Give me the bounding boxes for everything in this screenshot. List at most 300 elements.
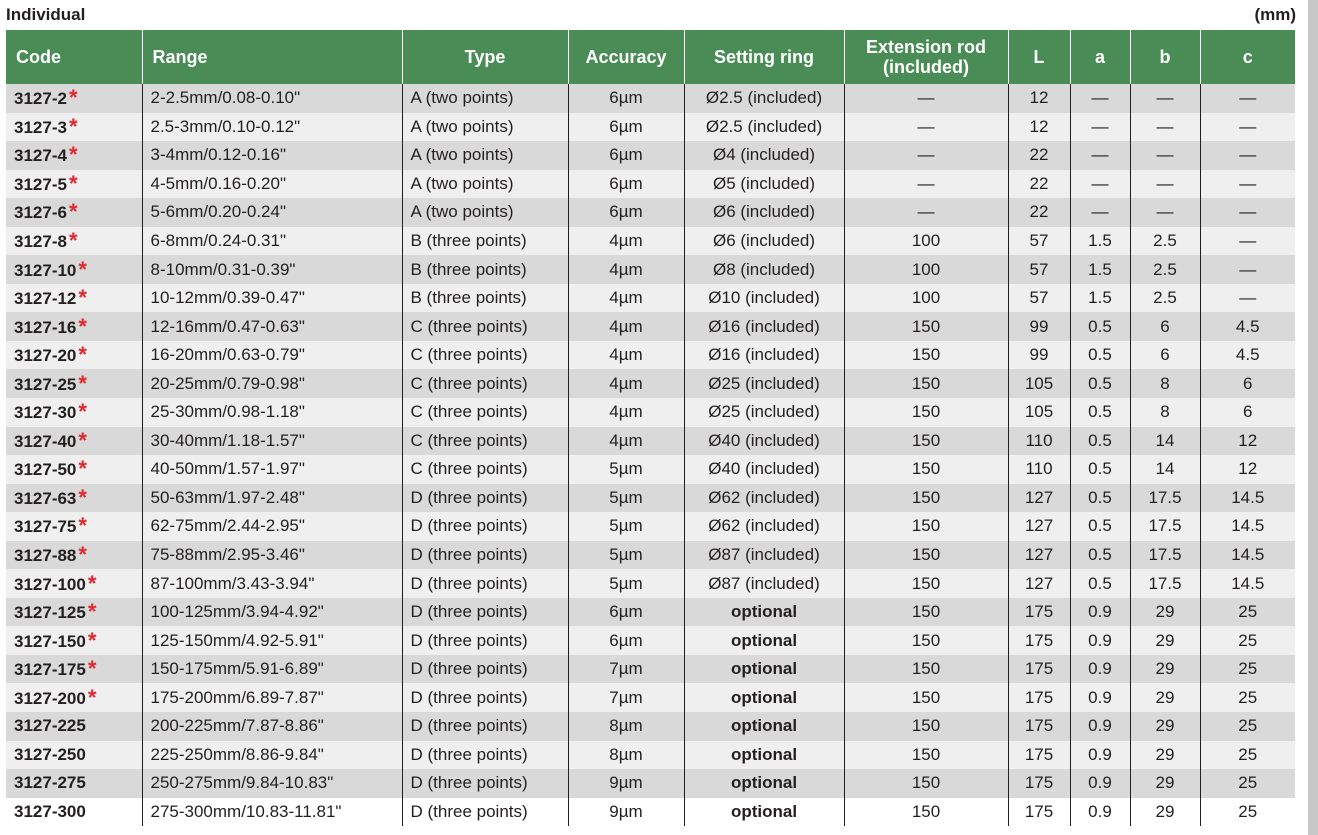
cell-accuracy: 4µm	[568, 369, 684, 398]
cell-c: —	[1200, 227, 1295, 256]
cell-a: 0.9	[1070, 769, 1130, 798]
cell-l: 127	[1008, 512, 1070, 541]
cell-ext: 150	[844, 683, 1008, 712]
cell-b: 29	[1130, 769, 1200, 798]
cell-l: 22	[1008, 141, 1070, 170]
col-header-c: c	[1200, 30, 1295, 84]
cell-accuracy: 4µm	[568, 312, 684, 341]
cell-accuracy: 6µm	[568, 198, 684, 227]
table-row	[6, 284, 1295, 313]
asterisk-icon: *	[87, 684, 97, 710]
cell-ring	[684, 769, 844, 798]
cell-ext: 100	[844, 255, 1008, 284]
cell-range: 20-25mm/0.79-0.98"	[142, 369, 402, 398]
table-row	[6, 113, 1295, 142]
cell-ext: 150	[844, 712, 1008, 741]
cell-code	[6, 369, 142, 398]
code-text: 3127-6	[14, 203, 67, 223]
cell-type: A (two points)	[402, 84, 568, 113]
cell-c: 25	[1200, 769, 1295, 798]
cell-a: 0.9	[1070, 683, 1130, 712]
cell-c: 25	[1200, 798, 1295, 827]
table-row	[6, 598, 1295, 627]
ring-text: Ø6 (included)	[712, 231, 816, 250]
ring-text: optional	[730, 801, 798, 821]
cell-c: 12	[1200, 455, 1295, 484]
cell-code	[6, 398, 142, 427]
cell-code	[6, 712, 142, 741]
cell-c: 25	[1200, 712, 1295, 741]
asterisk-icon: *	[68, 170, 78, 196]
cell-ring	[684, 284, 844, 313]
cell-type: B (three points)	[402, 227, 568, 256]
asterisk-icon: *	[78, 484, 87, 510]
asterisk-icon: *	[87, 656, 97, 682]
cell-b: 17.5	[1130, 541, 1200, 570]
code-text: 3127-12	[14, 289, 77, 309]
cell-b: 14	[1130, 427, 1200, 456]
code-text: 3127-16	[14, 317, 77, 337]
cell-range: 2-2.5mm/0.08-0.10"	[142, 84, 402, 113]
cell-ring	[684, 683, 844, 712]
table-row	[6, 398, 1295, 427]
cell-b: 29	[1130, 626, 1200, 655]
cell-code	[6, 626, 142, 655]
ring-text: optional	[730, 687, 798, 707]
cell-l: 175	[1008, 626, 1070, 655]
cell-range: 40-50mm/1.57-1.97"	[142, 455, 402, 484]
asterisk-icon: *	[78, 399, 87, 425]
cell-ext: —	[844, 84, 1008, 113]
cell-c: 14.5	[1200, 484, 1295, 513]
cell-l: 175	[1008, 798, 1070, 827]
cell-l: 175	[1008, 655, 1070, 684]
cell-ring	[684, 512, 844, 541]
ring-text: Ø62 (included)	[708, 487, 820, 507]
cell-accuracy: 5µm	[568, 569, 684, 598]
cell-type: D (three points)	[402, 541, 568, 570]
scrollbar[interactable]	[1308, 0, 1318, 835]
cell-type: D (three points)	[402, 712, 568, 741]
cell-c: —	[1200, 284, 1295, 313]
col-header-a: a	[1070, 30, 1130, 84]
cell-l: 105	[1008, 398, 1070, 427]
ring-text: Ø62 (included)	[708, 516, 820, 536]
col-header-b: b	[1130, 30, 1200, 84]
cell-ext: 150	[844, 541, 1008, 570]
asterisk-icon: *	[78, 285, 87, 311]
cell-ext: 150	[844, 512, 1008, 541]
cell-range: 12-16mm/0.47-0.63"	[142, 312, 402, 341]
code-text: 3127-5	[14, 174, 67, 194]
ring-text: optional	[730, 659, 798, 679]
cell-ring	[684, 398, 844, 427]
cell-c: 4.5	[1200, 312, 1295, 341]
cell-ring	[684, 741, 844, 770]
cell-c: 25	[1200, 598, 1295, 627]
table-row	[6, 512, 1295, 541]
ring-text: Ø40 (included)	[708, 459, 820, 479]
table-row	[6, 798, 1295, 827]
cell-ring	[684, 626, 844, 655]
cell-a: 0.5	[1070, 569, 1130, 598]
ring-text: Ø40 (included)	[708, 430, 820, 450]
cell-ring	[684, 198, 844, 227]
cell-ring	[684, 541, 844, 570]
code-text: 3127-200	[14, 688, 86, 708]
cell-a: 0.5	[1070, 312, 1130, 341]
table-row	[6, 141, 1295, 170]
cell-b: —	[1130, 84, 1200, 113]
cell-type: D (three points)	[402, 741, 568, 770]
col-header-range: Range	[142, 30, 402, 84]
table-row	[6, 198, 1295, 227]
cell-range: 16-20mm/0.63-0.79"	[142, 341, 402, 370]
asterisk-icon: *	[68, 113, 78, 139]
cell-c: 14.5	[1200, 541, 1295, 570]
cell-a: 1.5	[1070, 227, 1130, 256]
cell-accuracy: 4µm	[568, 284, 684, 313]
cell-c: —	[1200, 141, 1295, 170]
cell-b: —	[1130, 170, 1200, 199]
cell-a: 0.5	[1070, 512, 1130, 541]
cell-b: 17.5	[1130, 569, 1200, 598]
asterisk-icon: *	[78, 256, 87, 282]
cell-b: —	[1130, 141, 1200, 170]
cell-ring	[684, 170, 844, 199]
cell-ext: 150	[844, 455, 1008, 484]
table-caption	[6, 4, 1296, 26]
asterisk-icon: *	[68, 142, 78, 168]
table-row	[6, 369, 1295, 398]
cell-range: 100-125mm/3.94-4.92"	[142, 598, 402, 627]
cell-accuracy: 7µm	[568, 655, 684, 684]
asterisk-icon: *	[68, 199, 78, 225]
cell-code	[6, 541, 142, 570]
cell-code	[6, 141, 142, 170]
table-row	[6, 683, 1295, 712]
cell-ext: —	[844, 170, 1008, 199]
cell-a: 0.9	[1070, 741, 1130, 770]
cell-accuracy: 5µm	[568, 512, 684, 541]
asterisk-icon: *	[78, 427, 87, 453]
cell-range: 225-250mm/8.86-9.84"	[142, 741, 402, 770]
cell-a: —	[1070, 113, 1130, 142]
code-text: 3127-100	[14, 574, 86, 594]
ring-text: Ø2.5 (included)	[705, 116, 823, 136]
code-text: 3127-63	[14, 488, 77, 508]
cell-ext: 150	[844, 741, 1008, 770]
ring-text: Ø16 (included)	[708, 316, 820, 336]
ring-text: Ø25 (included)	[708, 402, 820, 422]
cell-code	[6, 598, 142, 627]
cell-ext: 150	[844, 769, 1008, 798]
table-body	[6, 84, 1295, 826]
asterisk-icon: *	[78, 456, 87, 482]
cell-ext: 150	[844, 427, 1008, 456]
cell-a: —	[1070, 198, 1130, 227]
cell-code	[6, 741, 142, 770]
cell-l: 175	[1008, 683, 1070, 712]
spec-table	[6, 30, 1295, 826]
cell-a: 0.9	[1070, 712, 1130, 741]
cell-l: 57	[1008, 227, 1070, 256]
cell-ring	[684, 141, 844, 170]
cell-ext: —	[844, 113, 1008, 142]
table-row	[6, 626, 1295, 655]
col-header-l: L	[1008, 30, 1070, 84]
cell-b: 2.5	[1130, 284, 1200, 313]
cell-l: 22	[1008, 198, 1070, 227]
cell-ring	[684, 427, 844, 456]
cell-a: 0.5	[1070, 427, 1130, 456]
section-title: Individual	[6, 5, 86, 24]
col-header-code: Code	[6, 30, 142, 84]
code-text: 3127-4	[14, 146, 67, 166]
cell-ext: 150	[844, 312, 1008, 341]
col-header-setting-ring: Setting ring	[684, 30, 844, 84]
cell-code	[6, 683, 142, 712]
cell-l: 110	[1008, 455, 1070, 484]
code-text: 3127-10	[14, 260, 77, 280]
cell-code	[6, 84, 142, 113]
cell-b: 29	[1130, 798, 1200, 827]
cell-code	[6, 455, 142, 484]
cell-ext: 150	[844, 369, 1008, 398]
cell-ext: 150	[844, 598, 1008, 627]
ring-text: optional	[730, 716, 798, 736]
ring-text: Ø6 (included)	[712, 202, 816, 222]
cell-ext: 150	[844, 798, 1008, 827]
cell-code	[6, 170, 142, 199]
cell-a: —	[1070, 141, 1130, 170]
cell-type: A (two points)	[402, 170, 568, 199]
cell-a: 0.5	[1070, 455, 1130, 484]
cell-c: —	[1200, 198, 1295, 227]
cell-type: A (two points)	[402, 198, 568, 227]
cell-a: 0.9	[1070, 798, 1130, 827]
cell-code	[6, 769, 142, 798]
cell-range: 10-12mm/0.39-0.47"	[142, 284, 402, 313]
cell-type: A (two points)	[402, 141, 568, 170]
ring-text: optional	[730, 602, 798, 622]
cell-b: —	[1130, 113, 1200, 142]
cell-code	[6, 569, 142, 598]
cell-l: 127	[1008, 484, 1070, 513]
cell-accuracy: 4µm	[568, 341, 684, 370]
code-text: 3127-88	[14, 546, 77, 566]
cell-type: C (three points)	[402, 369, 568, 398]
code-text: 3127-25	[14, 374, 77, 394]
cell-a: 0.5	[1070, 541, 1130, 570]
ring-text: Ø87 (included)	[708, 573, 820, 593]
cell-a: 0.5	[1070, 369, 1130, 398]
asterisk-icon: *	[78, 513, 87, 539]
cell-b: 29	[1130, 712, 1200, 741]
cell-accuracy: 5µm	[568, 455, 684, 484]
table-row	[6, 769, 1295, 798]
cell-a: 1.5	[1070, 284, 1130, 313]
cell-range: 75-88mm/2.95-3.46"	[142, 541, 402, 570]
cell-ext: 100	[844, 227, 1008, 256]
cell-range: 275-300mm/10.83-11.81"	[142, 798, 402, 827]
cell-range: 125-150mm/4.92-5.91"	[142, 626, 402, 655]
cell-type: D (three points)	[402, 569, 568, 598]
cell-l: 127	[1008, 569, 1070, 598]
table-row	[6, 84, 1295, 113]
cell-range: 4-5mm/0.16-0.20"	[142, 170, 402, 199]
asterisk-icon: *	[78, 313, 87, 339]
cell-range: 62-75mm/2.44-2.95"	[142, 512, 402, 541]
cell-accuracy: 8µm	[568, 741, 684, 770]
cell-c: 4.5	[1200, 341, 1295, 370]
table-row	[6, 312, 1295, 341]
cell-c: —	[1200, 113, 1295, 142]
cell-accuracy: 6µm	[568, 626, 684, 655]
ring-text: optional	[730, 773, 798, 793]
cell-b: 2.5	[1130, 255, 1200, 284]
cell-range: 175-200mm/6.89-7.87"	[142, 683, 402, 712]
cell-l: 175	[1008, 598, 1070, 627]
cell-l: 57	[1008, 255, 1070, 284]
cell-c: —	[1200, 84, 1295, 113]
cell-b: 17.5	[1130, 484, 1200, 513]
cell-c: 25	[1200, 626, 1295, 655]
code-text: 3127-20	[14, 346, 77, 366]
cell-b: 29	[1130, 741, 1200, 770]
cell-type: D (three points)	[402, 512, 568, 541]
cell-c: 25	[1200, 741, 1295, 770]
cell-b: 2.5	[1130, 227, 1200, 256]
code-text: 3127-250	[14, 744, 86, 764]
asterisk-icon: *	[87, 570, 97, 596]
ring-text: Ø2.5 (included)	[705, 88, 823, 108]
table-row	[6, 227, 1295, 256]
cell-type: D (three points)	[402, 769, 568, 798]
code-text: 3127-2	[14, 89, 67, 109]
cell-accuracy: 8µm	[568, 712, 684, 741]
cell-code	[6, 484, 142, 513]
cell-accuracy: 4µm	[568, 227, 684, 256]
cell-accuracy: 9µm	[568, 769, 684, 798]
cell-accuracy: 4µm	[568, 427, 684, 456]
asterisk-icon: *	[78, 370, 87, 396]
cell-code	[6, 798, 142, 827]
asterisk-icon: *	[68, 228, 78, 253]
cell-type: B (three points)	[402, 255, 568, 284]
code-text: 3127-225	[14, 716, 86, 736]
cell-type: A (two points)	[402, 113, 568, 142]
cell-range: 250-275mm/9.84-10.83"	[142, 769, 402, 798]
cell-b: 17.5	[1130, 512, 1200, 541]
ring-text: Ø5 (included)	[712, 173, 816, 193]
ring-text: optional	[730, 744, 798, 764]
cell-ext: 150	[844, 341, 1008, 370]
code-text: 3127-30	[14, 403, 77, 423]
cell-ring	[684, 598, 844, 627]
table-row	[6, 541, 1295, 570]
cell-c: 12	[1200, 427, 1295, 456]
cell-type: C (three points)	[402, 312, 568, 341]
cell-ext: —	[844, 198, 1008, 227]
col-header-accuracy: Accuracy	[568, 30, 684, 84]
cell-ext: 150	[844, 626, 1008, 655]
ring-text: Ø4 (included)	[712, 145, 816, 165]
cell-accuracy: 6µm	[568, 170, 684, 199]
table-row	[6, 569, 1295, 598]
cell-l: 175	[1008, 769, 1070, 798]
cell-a: —	[1070, 170, 1130, 199]
code-text: 3127-125	[14, 603, 86, 623]
asterisk-icon: *	[68, 85, 78, 111]
cell-type: C (three points)	[402, 341, 568, 370]
cell-a: 0.9	[1070, 655, 1130, 684]
cell-accuracy: 6µm	[568, 113, 684, 142]
cell-a: 0.5	[1070, 341, 1130, 370]
table-row	[6, 712, 1295, 741]
cell-b: 6	[1130, 312, 1200, 341]
cell-code	[6, 512, 142, 541]
cell-a: 0.5	[1070, 484, 1130, 513]
asterisk-icon: *	[87, 599, 97, 625]
cell-code	[6, 198, 142, 227]
asterisk-icon: *	[78, 342, 87, 368]
col-header-type: Type	[402, 30, 568, 84]
cell-l: 57	[1008, 284, 1070, 313]
cell-ext: 150	[844, 655, 1008, 684]
cell-range: 200-225mm/7.87-8.86"	[142, 712, 402, 741]
code-text: 3127-275	[14, 773, 86, 793]
cell-c: 14.5	[1200, 512, 1295, 541]
cell-code	[6, 227, 142, 256]
ring-text: Ø25 (included)	[708, 373, 820, 393]
table-row	[6, 484, 1295, 513]
table-row	[6, 255, 1295, 284]
cell-b: 29	[1130, 655, 1200, 684]
ring-text: Ø10 (included)	[708, 288, 820, 308]
cell-range: 25-30mm/0.98-1.18"	[142, 398, 402, 427]
cell-ring	[684, 255, 844, 284]
cell-type: C (three points)	[402, 455, 568, 484]
cell-accuracy: 4µm	[568, 255, 684, 284]
table-row	[6, 655, 1295, 684]
code-text: 3127-175	[14, 660, 86, 680]
cell-type: D (three points)	[402, 484, 568, 513]
cell-accuracy: 5µm	[568, 484, 684, 513]
cell-code	[6, 284, 142, 313]
cell-l: 175	[1008, 741, 1070, 770]
cell-l: 175	[1008, 712, 1070, 741]
ring-text: Ø16 (included)	[708, 345, 820, 365]
table-row	[6, 427, 1295, 456]
asterisk-icon: *	[78, 542, 87, 568]
cell-a: 1.5	[1070, 255, 1130, 284]
cell-ring	[684, 312, 844, 341]
cell-l: 127	[1008, 541, 1070, 570]
cell-l: 99	[1008, 341, 1070, 370]
cell-b: 6	[1130, 341, 1200, 370]
cell-b: 14	[1130, 455, 1200, 484]
cell-range: 87-100mm/3.43-3.94"	[142, 569, 402, 598]
code-text: 3127-75	[14, 517, 77, 537]
cell-accuracy: 6µm	[568, 84, 684, 113]
cell-accuracy: 7µm	[568, 683, 684, 712]
ring-text: optional	[730, 630, 798, 650]
cell-a: —	[1070, 84, 1130, 113]
code-text: 3127-50	[14, 460, 77, 480]
cell-range: 5-6mm/0.20-0.24"	[142, 198, 402, 227]
cell-range: 50-63mm/1.97-2.48"	[142, 484, 402, 513]
